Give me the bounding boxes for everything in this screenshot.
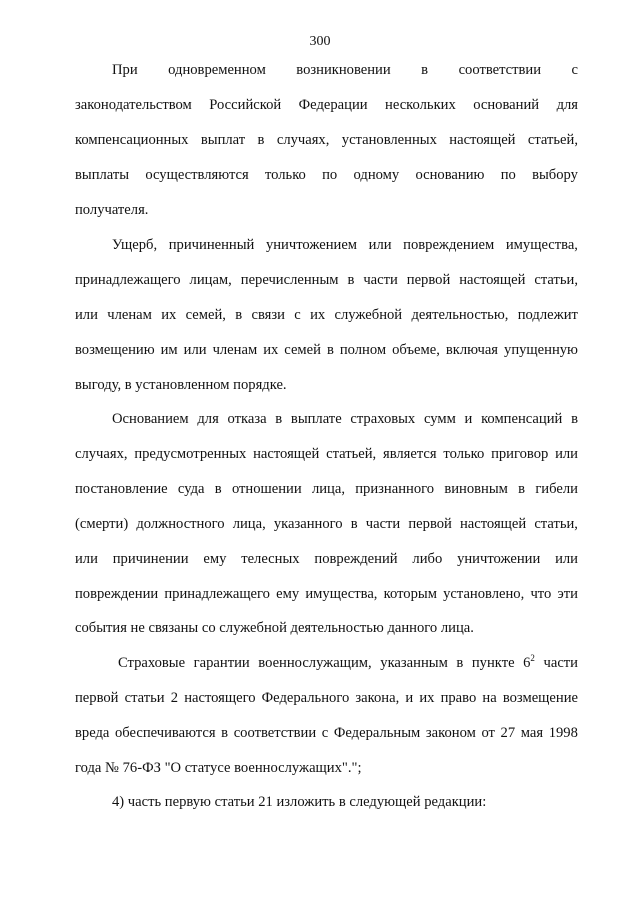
word: страховых	[350, 411, 416, 427]
word: пункте	[471, 655, 515, 671]
word: Российской	[209, 97, 282, 113]
word: (смерти)	[75, 516, 129, 532]
word: что	[530, 586, 552, 602]
point-number: 6	[523, 655, 531, 671]
word: гибели	[535, 481, 578, 497]
word: вреда	[75, 725, 110, 741]
word: в	[518, 481, 526, 497]
word: повреждении	[75, 586, 159, 602]
word: военнослужащим,	[258, 655, 372, 671]
word: их	[161, 307, 177, 323]
word: по	[322, 167, 338, 183]
word: для	[556, 97, 578, 113]
word: гарантии	[193, 655, 250, 671]
p4-line-4: года № 76-ФЗ "О статусе военнослужащих".";	[75, 760, 362, 776]
word: или	[75, 551, 98, 567]
point-superscript: 2	[530, 653, 535, 663]
p3-line-2	[75, 445, 578, 463]
word: статьи	[124, 690, 165, 706]
word: обеспечиваются	[115, 725, 216, 741]
word: по	[500, 167, 516, 183]
word: повреждений	[314, 551, 398, 567]
word: законодательством	[75, 97, 192, 113]
word: в	[257, 132, 265, 148]
p3-line-3	[75, 480, 578, 498]
word: которым	[383, 586, 437, 602]
word: лица,	[311, 481, 345, 497]
p3-line-1	[112, 410, 578, 428]
word: право	[440, 690, 477, 706]
word: Федерального	[261, 690, 350, 706]
word: соответствии	[458, 62, 542, 78]
word: части	[365, 516, 401, 532]
p2-line-1	[112, 236, 578, 254]
word: соответствии	[233, 725, 317, 741]
word: с	[294, 307, 301, 323]
word: признанного	[355, 481, 435, 497]
word: упущенную	[504, 342, 578, 358]
word: компенсаций	[481, 411, 563, 427]
p4-line-2	[75, 689, 578, 707]
word: подлежит	[517, 307, 578, 323]
word: настоящей	[253, 446, 320, 462]
word: части	[363, 272, 398, 288]
p5-line-1: 4) часть первую статьи 21 изложить в следующей редакции:	[112, 794, 487, 810]
word: объеме,	[392, 342, 440, 358]
word: законом	[425, 725, 476, 741]
word: их	[263, 342, 279, 358]
word: настоящей	[449, 132, 516, 148]
word: принадлежащего	[164, 586, 270, 602]
word: членам	[212, 342, 258, 358]
word: повреждением	[403, 237, 495, 253]
word: случаях,	[276, 132, 330, 148]
word: в	[350, 516, 358, 532]
word: закона,	[355, 690, 400, 706]
word: служебной	[334, 307, 403, 323]
word: возникновении	[296, 62, 391, 78]
word: установленных	[341, 132, 437, 148]
word: выплаты	[75, 167, 130, 183]
word: с	[321, 725, 329, 741]
p1-line-4	[75, 166, 578, 184]
word: выбору	[532, 167, 578, 183]
word: должностного	[136, 516, 225, 532]
word: членам	[107, 307, 152, 323]
word: с	[571, 62, 578, 78]
word: постановление	[75, 481, 168, 497]
word: в	[456, 655, 464, 671]
p1-line-1	[112, 61, 578, 79]
p3-line-7: события не связаны со служебной деятельностью данного лица.	[75, 620, 474, 636]
word: возмещению	[75, 342, 155, 358]
word: уничтожением	[265, 237, 358, 253]
word: или	[368, 237, 392, 253]
word: осуществляются	[145, 167, 249, 183]
word: их	[419, 690, 435, 706]
word: виновным	[444, 481, 508, 497]
word: причинении	[112, 551, 189, 567]
word: им	[160, 342, 178, 358]
word: полном	[339, 342, 387, 358]
word: оснований	[473, 97, 540, 113]
word: первой	[75, 690, 119, 706]
word: приговор	[491, 446, 549, 462]
word: имущества,	[505, 237, 578, 253]
word: указанного	[273, 516, 343, 532]
word: статьей,	[326, 446, 377, 462]
word: имущества,	[305, 586, 378, 602]
word: отказа	[227, 411, 267, 427]
word: настоящей	[459, 272, 526, 288]
word: 1998	[548, 725, 578, 741]
word: компенсационных	[75, 132, 189, 148]
word: на	[482, 690, 497, 706]
word: в	[571, 411, 578, 427]
p2-line-4	[75, 341, 578, 359]
p1-line-2	[75, 96, 578, 114]
word: указанным	[380, 655, 448, 671]
p4-line-1	[118, 654, 578, 672]
p3-line-5	[75, 550, 578, 568]
word: настоящей	[459, 516, 527, 532]
word: настоящего	[184, 690, 256, 706]
word: деятельностью,	[411, 307, 509, 323]
footnote-ref	[523, 654, 535, 672]
word: При	[112, 62, 138, 78]
word: и	[464, 411, 473, 427]
p2-line-2	[75, 271, 578, 289]
word: семей	[284, 342, 321, 358]
word: включая	[445, 342, 499, 358]
word: в	[221, 725, 229, 741]
word: первой	[408, 516, 452, 532]
word: в	[214, 481, 222, 497]
word: статьи,	[534, 272, 578, 288]
p4-line-1-end: части	[543, 655, 578, 671]
word: нескольких	[385, 97, 456, 113]
word: одному	[353, 167, 400, 183]
word: или	[75, 307, 98, 323]
word: одновременном	[168, 62, 266, 78]
p2-line-5: выгоду, в установленном порядке.	[75, 377, 287, 393]
p4-line-3	[75, 724, 578, 742]
p1-line-3	[75, 131, 578, 149]
p1-line-5: получателя.	[75, 202, 149, 218]
word: ему	[203, 551, 227, 567]
word: выплат	[200, 132, 246, 148]
p3-line-6	[75, 585, 578, 603]
word: предусмотренных	[134, 446, 247, 462]
word: в	[235, 307, 243, 323]
p2-line-3	[75, 306, 578, 324]
word: в	[275, 411, 283, 427]
word: их	[310, 307, 326, 323]
p3-line-4	[75, 515, 578, 533]
word: либо	[412, 551, 443, 567]
word: суда	[177, 481, 205, 497]
word: 2	[170, 690, 179, 706]
word: первой	[406, 272, 451, 288]
word: для	[197, 411, 219, 427]
word: 27	[500, 725, 516, 741]
word: ему	[276, 586, 300, 602]
word: или	[555, 446, 578, 462]
word: статьи,	[534, 516, 578, 532]
word: семей,	[185, 307, 226, 323]
word: телесных	[241, 551, 300, 567]
word: Федерации	[298, 97, 368, 113]
word: связи	[251, 307, 285, 323]
word: только	[443, 446, 485, 462]
word: отношении	[231, 481, 302, 497]
word: Страховые	[118, 655, 186, 671]
word: эти	[557, 586, 578, 602]
word: причиненный	[168, 237, 255, 253]
word: и	[405, 690, 414, 706]
word: является	[382, 446, 437, 462]
word: принадлежащего	[75, 272, 181, 288]
word: в	[326, 342, 334, 358]
word: выплате	[290, 411, 342, 427]
word: лицам,	[189, 272, 232, 288]
word: лица,	[232, 516, 266, 532]
word: или	[183, 342, 207, 358]
word: случаях,	[75, 446, 128, 462]
word: Ущерб,	[112, 237, 158, 253]
word: мая	[520, 725, 544, 741]
word: в	[347, 272, 355, 288]
word: перечисленным	[240, 272, 339, 288]
word: уничтожении	[457, 551, 541, 567]
word: Основанием	[112, 411, 189, 427]
page-number: 300	[309, 34, 331, 49]
word: или	[555, 551, 578, 567]
word: основанию	[415, 167, 485, 183]
word: статьей,	[527, 132, 578, 148]
word: в	[421, 62, 429, 78]
word: от	[481, 725, 495, 741]
word: Федеральным	[333, 725, 421, 741]
word: сумм	[423, 411, 456, 427]
word: установлено,	[443, 586, 525, 602]
word: возмещение	[502, 690, 578, 706]
word: только	[264, 167, 306, 183]
